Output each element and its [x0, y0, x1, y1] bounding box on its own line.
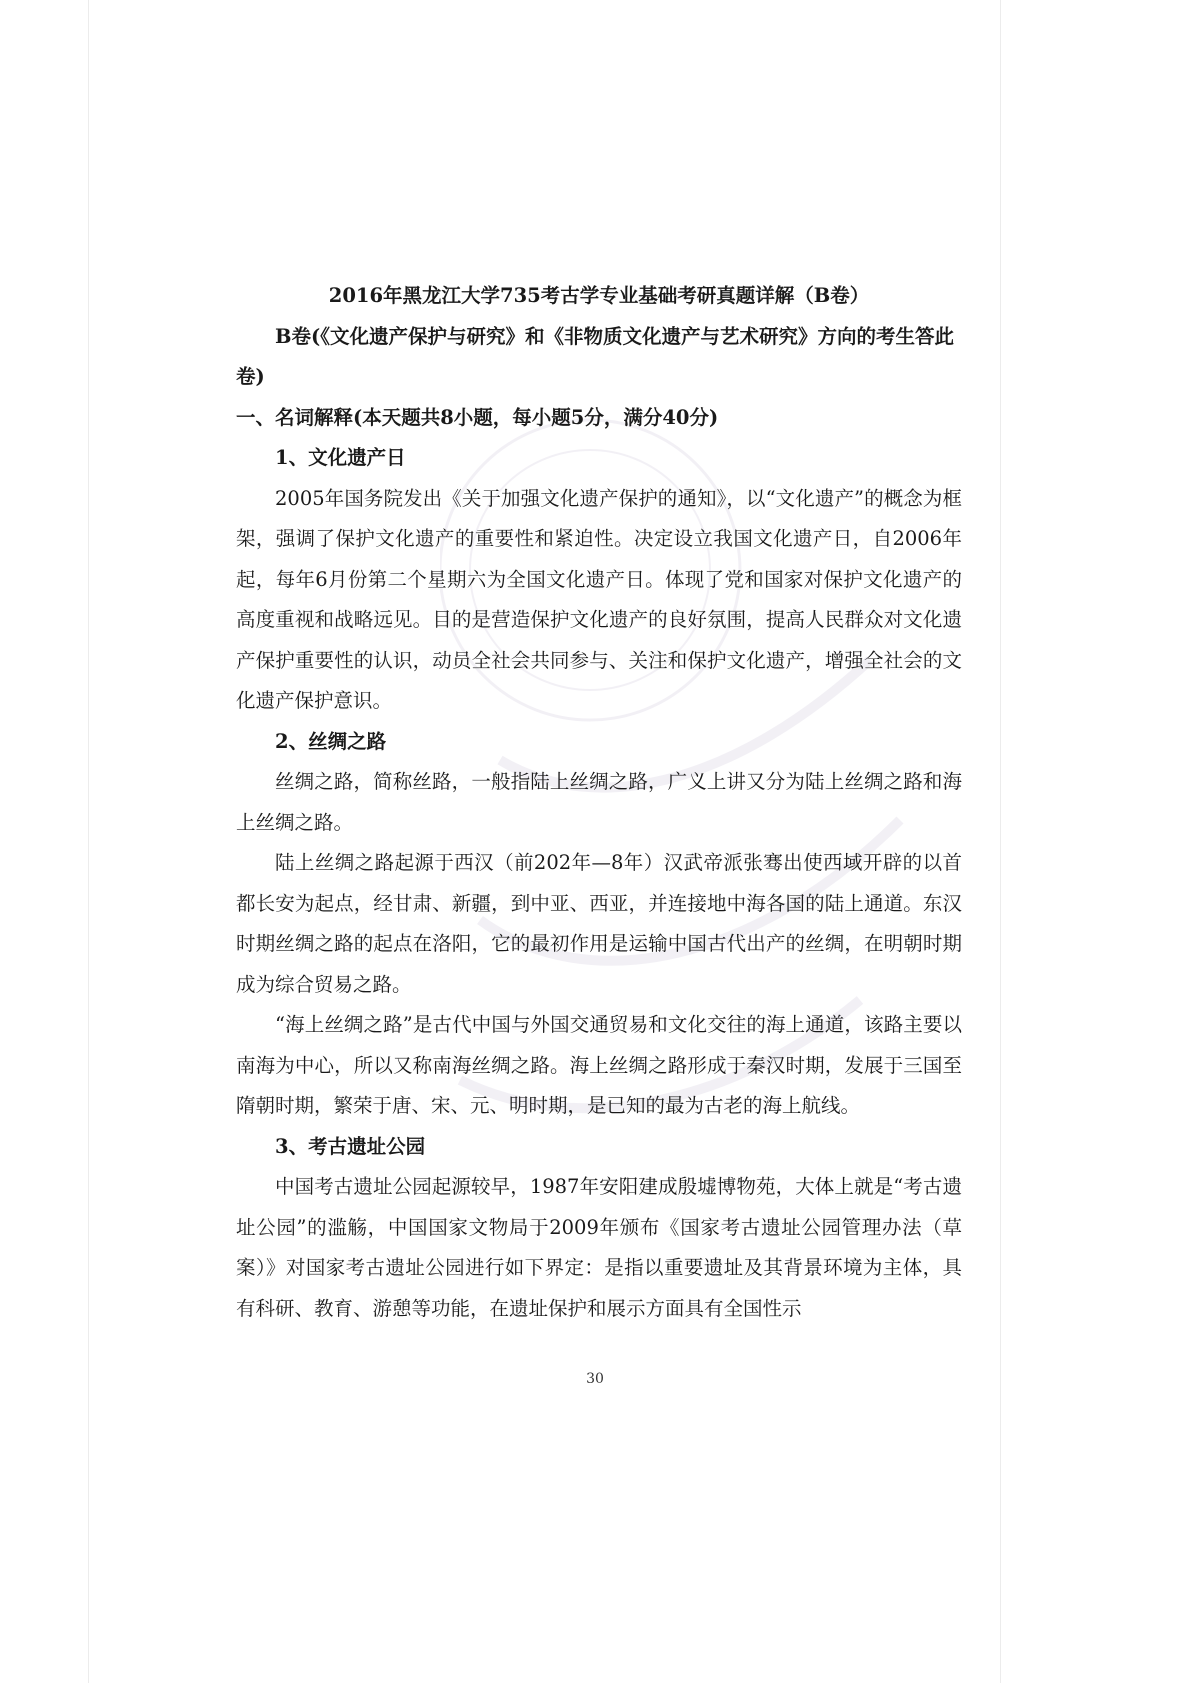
document-title: 2016年黑龙江大学735考古学专业基础考研真题详解（B卷）	[328, 284, 870, 307]
term-block-2	[236, 722, 962, 1127]
paper-note: B卷(《文化遗产保护与研究》和《非物质文化遗产与艺术研究》方向的考生答此卷)	[236, 324, 954, 388]
term-heading: 3、考古遗址公园	[275, 1134, 426, 1158]
paragraph: 陆上丝绸之路起源于西汉（前202年—8年）汉武帝派张骞出使西域开辟的以首都长安为起点，经甘肃、新疆，到中亚、西亚，并连接地中海各国的陆上通道。东汉时期丝绸之路的起点在洛阳，它的最初作用是运输中国古代出产的丝绸，在明朝时期成为综合贸易之路。	[236, 851, 962, 996]
paragraph: 中国考古遗址公园起源较早，1987年安阳建成殷墟博物苑，大体上就是“考古遗址公园”的滥觞，中国国家文物局于2009年颁布《国家考古遗址公园管理办法（草案）》对国家考古遗址公园进行如下界定：是指以重要遗址及其背景环境为主体，具有科研、教育、游憩等功能，在遗址保护和展示方面具有全国性示	[236, 1175, 962, 1320]
page-edge-left	[88, 0, 89, 1683]
paragraph: 丝绸之路，简称丝路，一般指陆上丝绸之路，广义上讲又分为陆上丝绸之路和海上丝绸之路。	[236, 770, 962, 834]
document-body	[236, 276, 962, 1329]
term-heading: 2、丝绸之路	[275, 729, 387, 753]
paragraph: 2005年国务院发出《关于加强文化遗产保护的通知》，以“文化遗产”的概念为框架，强调了保护文化遗产的重要性和紧迫性。决定设立我国文化遗产日，自2006年起，每年6月份第二个星期六为全国文化遗产日。体现了党和国家对保护文化遗产的高度重视和战略远见。目的是营造保护文化遗产的良好氛围，提高人民群众对文化遗产保护重要性的认识，动员全社会共同参与、关注和保护文化遗产，增强全社会的文化遗产保护意识。	[236, 486, 962, 712]
page-number: 30	[586, 1371, 604, 1387]
page-edge-right	[1000, 0, 1001, 1683]
term-block-1	[236, 438, 962, 722]
paragraph: “海上丝绸之路”是古代中国与外国交通贸易和文化交往的海上通道，该路主要以南海为中心，所以又称南海丝绸之路。海上丝绸之路形成于秦汉时期，发展于三国至隋朝时期，繁荣于唐、宋、元、明时期，是已知的最为古老的海上航线。	[236, 1013, 962, 1117]
section-heading: 一、名词解释(本天题共8小题，每小题5分，满分40分)	[236, 405, 719, 429]
term-heading: 1、文化遗产日	[275, 446, 406, 469]
term-block-3	[236, 1127, 962, 1330]
